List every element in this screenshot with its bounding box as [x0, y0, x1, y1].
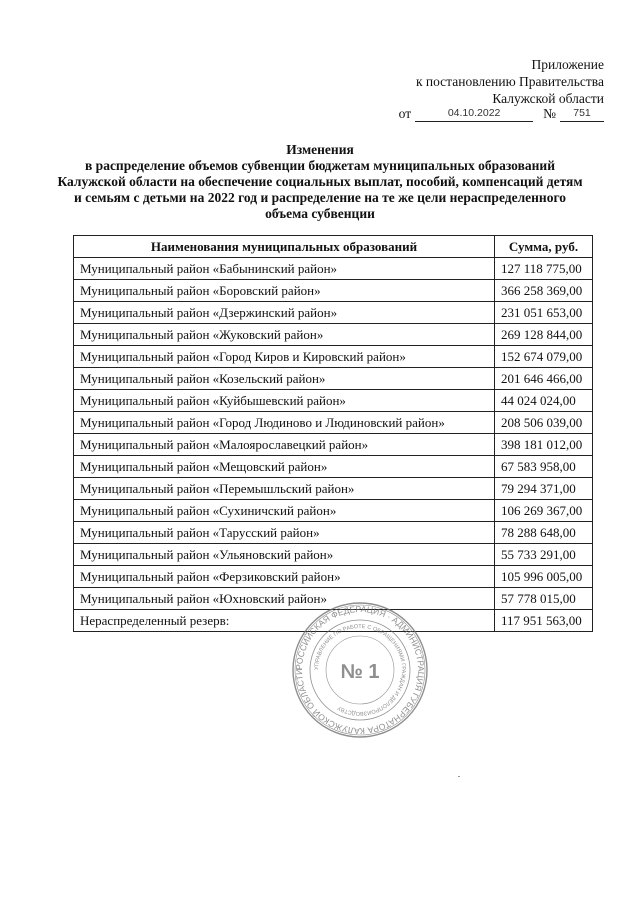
table-row — [74, 258, 593, 280]
amount: 366 258 369,00 — [495, 280, 593, 302]
municipality-name: Муниципальный район «Перемышльский район» — [74, 478, 495, 500]
table-row — [74, 522, 593, 544]
amount: 79 294 371,00 — [495, 478, 593, 500]
amount: 106 269 367,00 — [495, 500, 593, 522]
municipality-name: Муниципальный район «Город Киров и Кировский район» — [74, 346, 495, 368]
scan-speck — [458, 776, 460, 777]
amount: 127 118 775,00 — [495, 258, 593, 280]
table-row — [74, 544, 593, 566]
municipality-name: Муниципальный район «Сухиничский район» — [74, 500, 495, 522]
number-prefix: № — [543, 106, 556, 121]
date-field — [415, 107, 533, 122]
appendix-block — [416, 56, 604, 107]
municipality-name: Муниципальный район «Жуковский район» — [74, 324, 495, 346]
municipality-name: Муниципальный район «Дзержинский район» — [74, 302, 495, 324]
table-row — [74, 390, 593, 412]
table-header-row — [74, 236, 593, 258]
table-row — [74, 566, 593, 588]
amount: 152 674 079,00 — [495, 346, 593, 368]
title-line-3: Калужской области на обеспечение социальных выплат, пособий, компенсаций детям — [57, 174, 583, 189]
table-row — [74, 280, 593, 302]
municipality-name: Муниципальный район «Малоярославецкий район» — [74, 434, 495, 456]
table-row — [74, 434, 593, 456]
subvention-table — [73, 235, 593, 632]
seal-outer-text: РОССИЙСКАЯ ФЕДЕРАЦИЯ · АДМИНИСТРАЦИЯ ГУБЕРНАТОРА КАЛУЖСКОЙ ОБЛАСТИ — [293, 603, 427, 737]
amount: 57 778 015,00 — [495, 588, 593, 610]
table-row — [74, 302, 593, 324]
amount: 67 583 958,00 — [495, 456, 593, 478]
amount: 44 024 024,00 — [495, 390, 593, 412]
title-line-4: и семьям с детьми на 2022 год и распределение на те же цели нераспределенного — [73, 190, 566, 205]
reserve-amount: 117 951 563,00 — [495, 610, 593, 632]
table-row — [74, 412, 593, 434]
amount: 105 996 005,00 — [495, 566, 593, 588]
date-prefix: от — [398, 106, 412, 121]
amount: 269 128 844,00 — [495, 324, 593, 346]
amount: 78 288 648,00 — [495, 522, 593, 544]
municipality-name: Муниципальный район «Козельский район» — [74, 368, 495, 390]
amount: 201 646 466,00 — [495, 368, 593, 390]
municipality-name: Муниципальный район «Боровский район» — [74, 280, 495, 302]
number-value: 751 — [573, 107, 591, 119]
appendix-line-1: Приложение — [531, 57, 604, 72]
seal-inner-text: УПРАВЛЕНИЕ ПО РАБОТЕ С ОБРАЩЕНИЯМИ ГРАЖДАН И ДЕЛОПРОИЗВОДСТВУ — [313, 623, 407, 717]
column-header-sum: Сумма, руб. — [495, 236, 593, 258]
title-line-2: в распределение объемов субвенции бюджетам муниципальных образований — [85, 158, 555, 173]
date-value: 04.10.2022 — [447, 107, 501, 119]
title-line-1: Изменения — [286, 142, 354, 157]
title-line-5: объема субвенции — [265, 206, 375, 221]
document-title — [40, 142, 600, 222]
appendix-line-3: Калужской области — [492, 91, 604, 106]
table-row — [74, 368, 593, 390]
municipality-name: Муниципальный район «Мещовский район» — [74, 456, 495, 478]
municipality-name: Муниципальный район «Юхновский район» — [74, 588, 495, 610]
appendix-line-2: к постановлению Правительства — [415, 74, 604, 89]
municipality-name: Муниципальный район «Бабынинский район» — [74, 258, 495, 280]
table-row — [74, 456, 593, 478]
reserve-label: Нераспределенный резерв: — [74, 610, 495, 632]
amount: 231 051 653,00 — [495, 302, 593, 324]
municipality-name: Муниципальный район «Ульяновский район» — [74, 544, 495, 566]
column-header-name: Наименования муниципальных образований — [74, 236, 495, 258]
table-row — [74, 500, 593, 522]
municipality-name: Муниципальный район «Ферзиковский район» — [74, 566, 495, 588]
amount: 398 181 012,00 — [495, 434, 593, 456]
number-field — [560, 107, 604, 122]
municipality-name: Муниципальный район «Город Людиново и Людиновский район» — [74, 412, 495, 434]
municipality-name: Муниципальный район «Тарусский район» — [74, 522, 495, 544]
table-row — [74, 324, 593, 346]
amount: 208 506 039,00 — [495, 412, 593, 434]
resolution-date-number — [399, 106, 604, 122]
official-seal-stamp — [290, 600, 430, 740]
seal-number: № 1 — [340, 661, 380, 683]
table-row — [74, 346, 593, 368]
municipality-name: Муниципальный район «Куйбышевский район» — [74, 390, 495, 412]
amount: 55 733 291,00 — [495, 544, 593, 566]
table-row — [74, 478, 593, 500]
